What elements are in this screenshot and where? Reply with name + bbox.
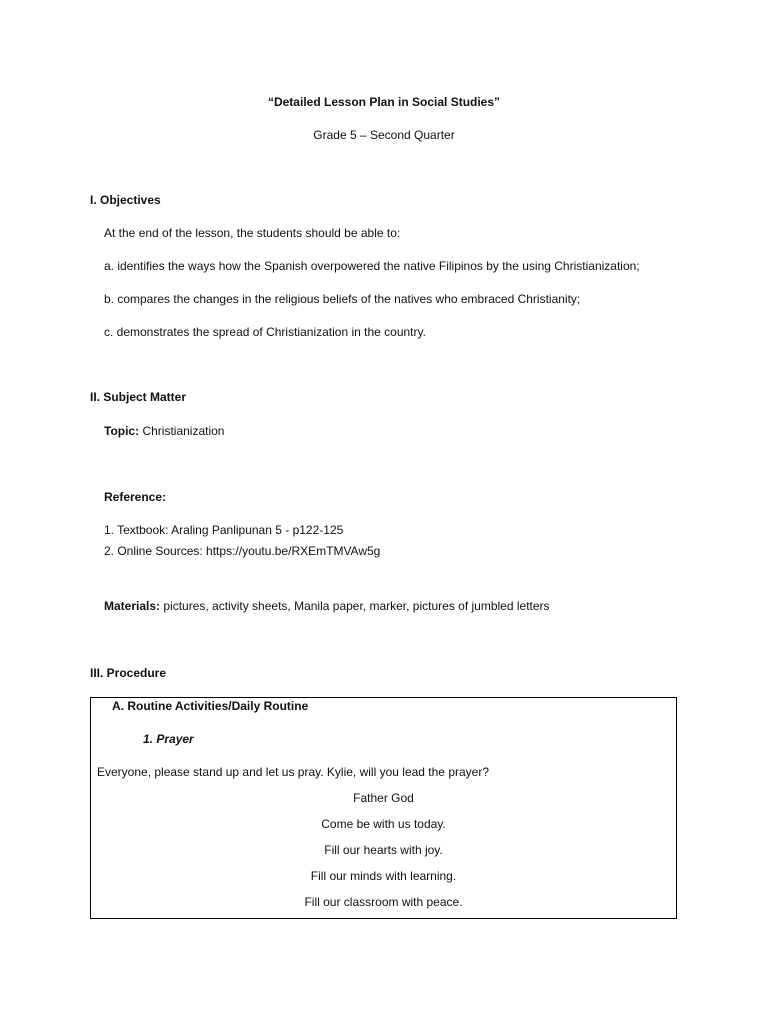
- prayer-line: Fill our minds with learning.: [310, 869, 457, 883]
- objective-item-a: a. identifies the ways how the Spanish overpowered the native Filipinos by the using Christianization;: [104, 259, 640, 273]
- reference-item: 2. Online Sources: https://youtu.be/RXEmTMVAw5g: [104, 544, 381, 558]
- prayer-line: Fill our classroom with peace.: [304, 895, 463, 909]
- objectives-heading: I. Objectives: [90, 193, 161, 207]
- materials-label: Materials:: [104, 599, 161, 613]
- objective-item-b: b. compares the changes in the religious beliefs of the natives who embraced Christianity;: [104, 292, 581, 306]
- subject-matter-heading: II. Subject Matter: [90, 390, 187, 404]
- materials-line: [104, 599, 550, 613]
- routine-activities-title: A. Routine Activities/Daily Routine: [112, 699, 309, 713]
- topic-line: [104, 424, 224, 438]
- document-subtitle: Grade 5 – Second Quarter: [313, 128, 455, 142]
- prayer-line: Father God: [353, 791, 414, 805]
- topic-label: Topic:: [104, 424, 140, 438]
- reference-label: Reference:: [104, 490, 167, 504]
- prayer-line: Come be with us today.: [321, 817, 446, 831]
- procedure-heading: III. Procedure: [90, 666, 167, 680]
- prayer-instruction: Everyone, please stand up and let us pray. Kylie, will you lead the prayer?: [97, 765, 490, 779]
- prayer-subtitle: 1. Prayer: [143, 732, 194, 746]
- reference-item: 1. Textbook: Araling Panlipunan 5 - p122-125: [104, 523, 344, 537]
- document-title: “Detailed Lesson Plan in Social Studies”: [267, 95, 501, 109]
- materials-value: pictures, activity sheets, Manila paper, marker, pictures of jumbled letters: [160, 599, 550, 613]
- procedure-table: [90, 697, 677, 919]
- objective-item-c: c. demonstrates the spread of Christianization in the country.: [104, 325, 426, 339]
- topic-value: Christianization: [139, 424, 225, 438]
- objectives-intro: At the end of the lesson, the students should be able to:: [104, 226, 401, 240]
- prayer-line: Fill our hearts with joy.: [324, 843, 443, 857]
